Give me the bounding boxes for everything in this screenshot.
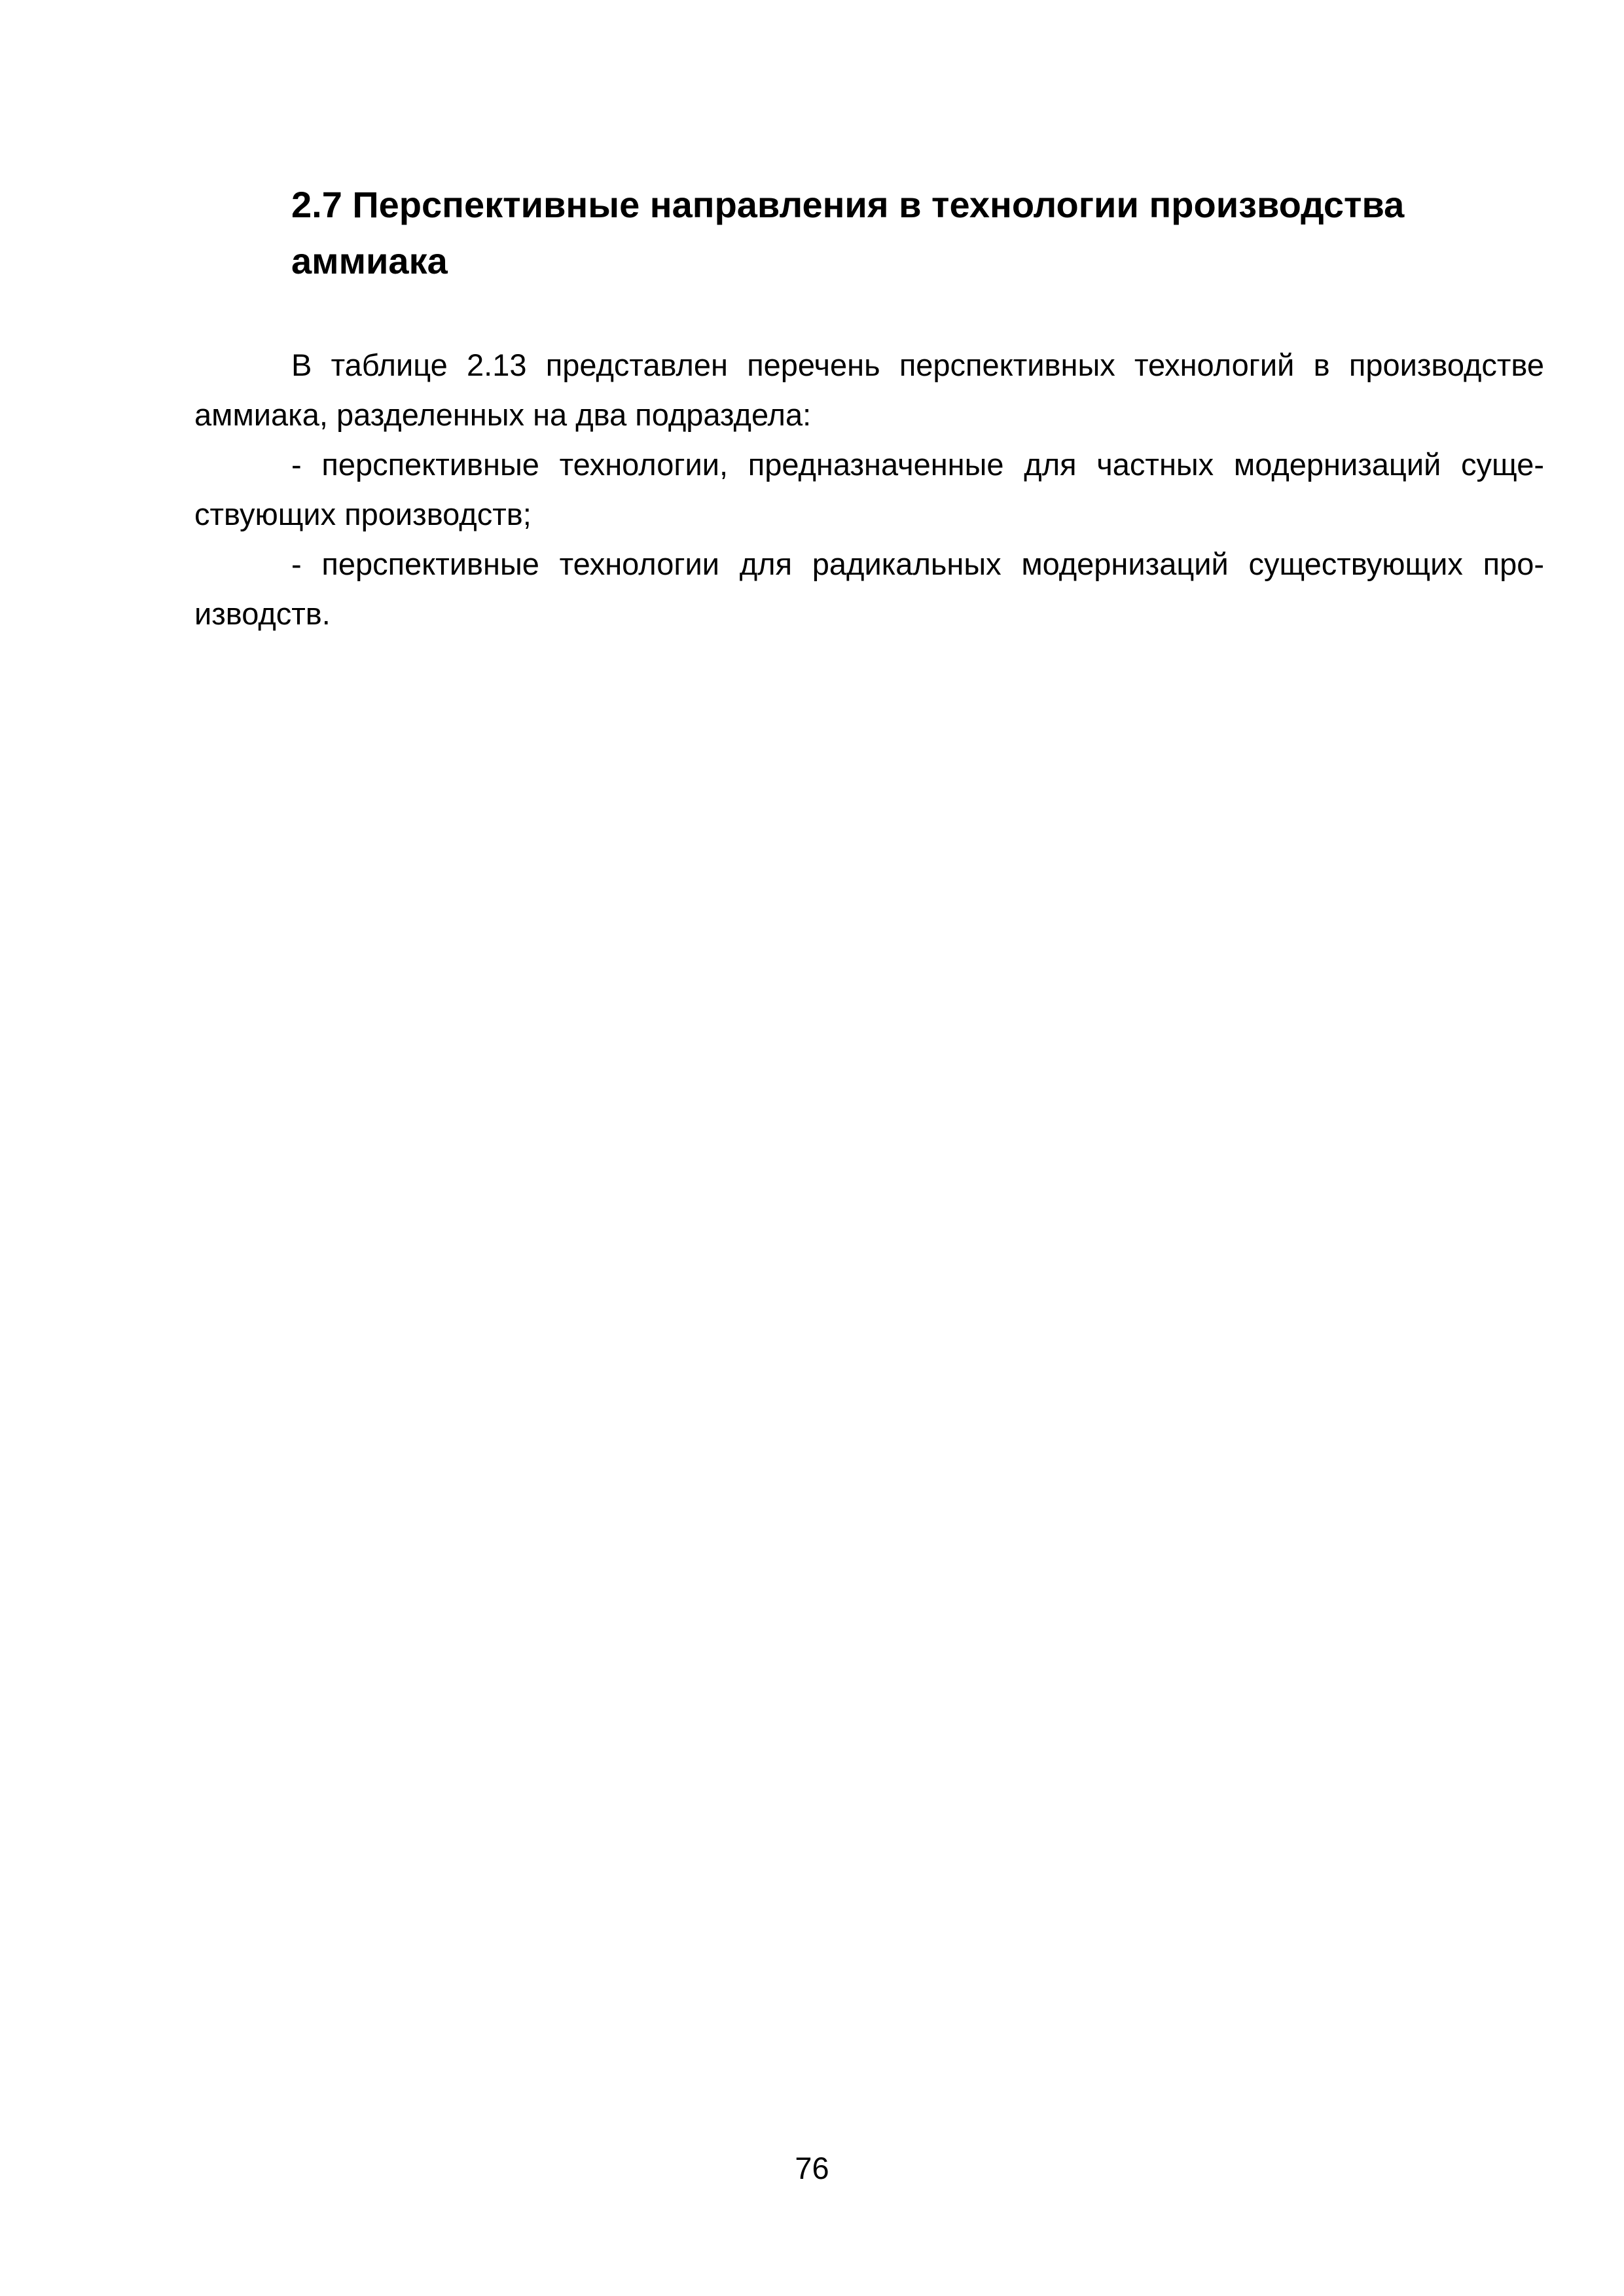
body-text [194,340,1544,639]
page-number: 76 [795,2151,829,2185]
list-item-partial-modernization: - перспективные технологии, предназначенные для частных модернизаций существующих производств; [194,447,1544,531]
paragraph-intro: В таблице 2.13 представлен перечень перспективных технологий в производстве аммиака, разделенных на два подраздела: [194,348,1544,432]
section-heading: 2.7 Перспективные направления в технологии производства аммиака [291,184,1405,281]
list-item-radical-modernization: - перспективные технологии для радикальных модернизаций существующих производств. [194,547,1544,631]
page-content [194,177,1544,639]
